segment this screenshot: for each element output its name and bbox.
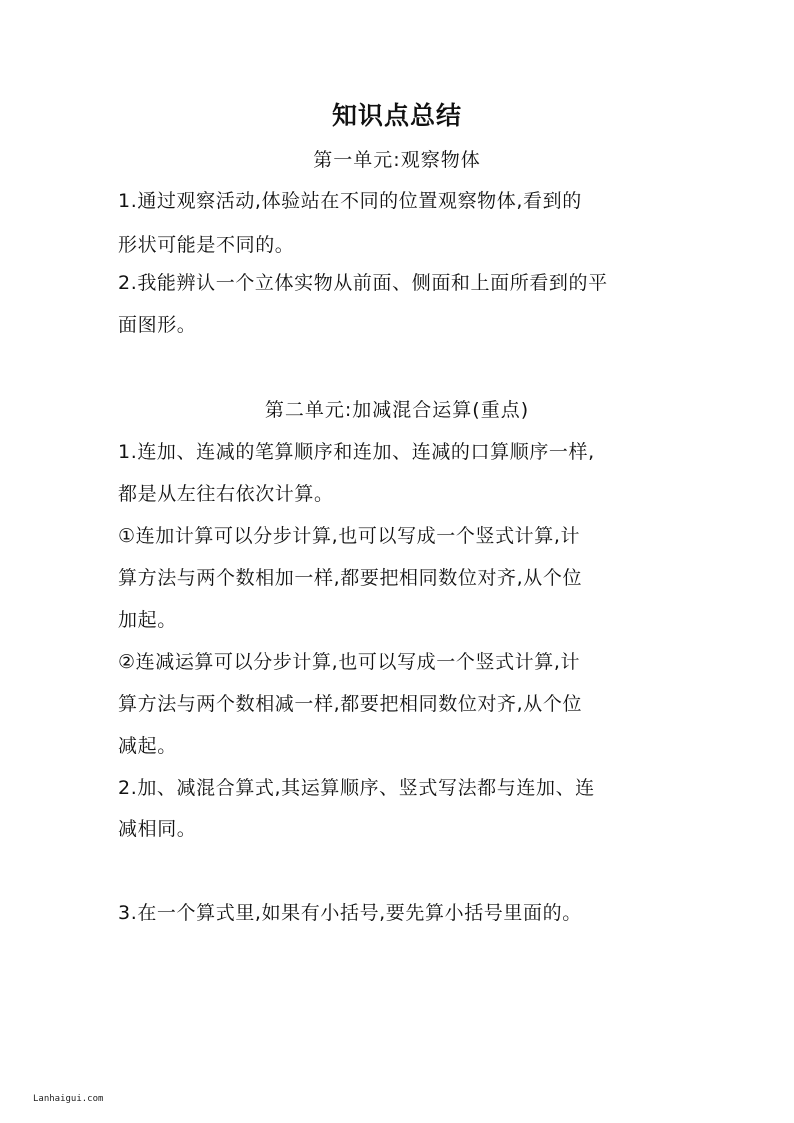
unit2-line-4: 算方法与两个数相加一样,都要把相同数位对齐,从个位 — [118, 567, 583, 589]
unit2-line-6: ②连减运算可以分步计算,也可以写成一个竖式计算,计 — [118, 651, 581, 673]
unit1-heading: 第一单元:观察物体 — [313, 149, 481, 171]
unit2-line-10: 减相同。 — [118, 818, 197, 840]
unit2-line-3: ①连加计算可以分步计算,也可以写成一个竖式计算,计 — [118, 525, 581, 547]
unit2-line-11: 3.在一个算式里,如果有小括号,要先算小括号里面的。 — [118, 902, 582, 924]
unit1-line-3: 2.我能辨认一个立体实物从前面、侧面和上面所看到的平 — [118, 272, 608, 294]
unit2-line-7: 算方法与两个数相减一样,都要把相同数位对齐,从个位 — [118, 693, 583, 715]
unit2-line-5: 加起。 — [118, 609, 177, 631]
unit2-line-2: 都是从左往右依次计算。 — [118, 483, 334, 505]
unit2-line-1: 1.连加、连减的笔算顺序和连加、连减的口算顺序一样, — [118, 441, 595, 463]
unit1-line-2: 形状可能是不同的。 — [118, 234, 295, 256]
page-title: 知识点总结 — [331, 101, 462, 130]
footer-source: Lanhaigui.com — [33, 1094, 104, 1104]
unit2-line-9: 2.加、减混合算式,其运算顺序、竖式写法都与连加、连 — [118, 777, 595, 799]
unit2-heading: 第二单元:加减混合运算(重点) — [264, 399, 530, 421]
unit1-line-4: 面图形。 — [118, 314, 197, 336]
unit1-line-1: 1.通过观察活动,体验站在不同的位置观察物体,看到的 — [118, 190, 582, 212]
unit2-line-8: 减起。 — [118, 735, 177, 757]
